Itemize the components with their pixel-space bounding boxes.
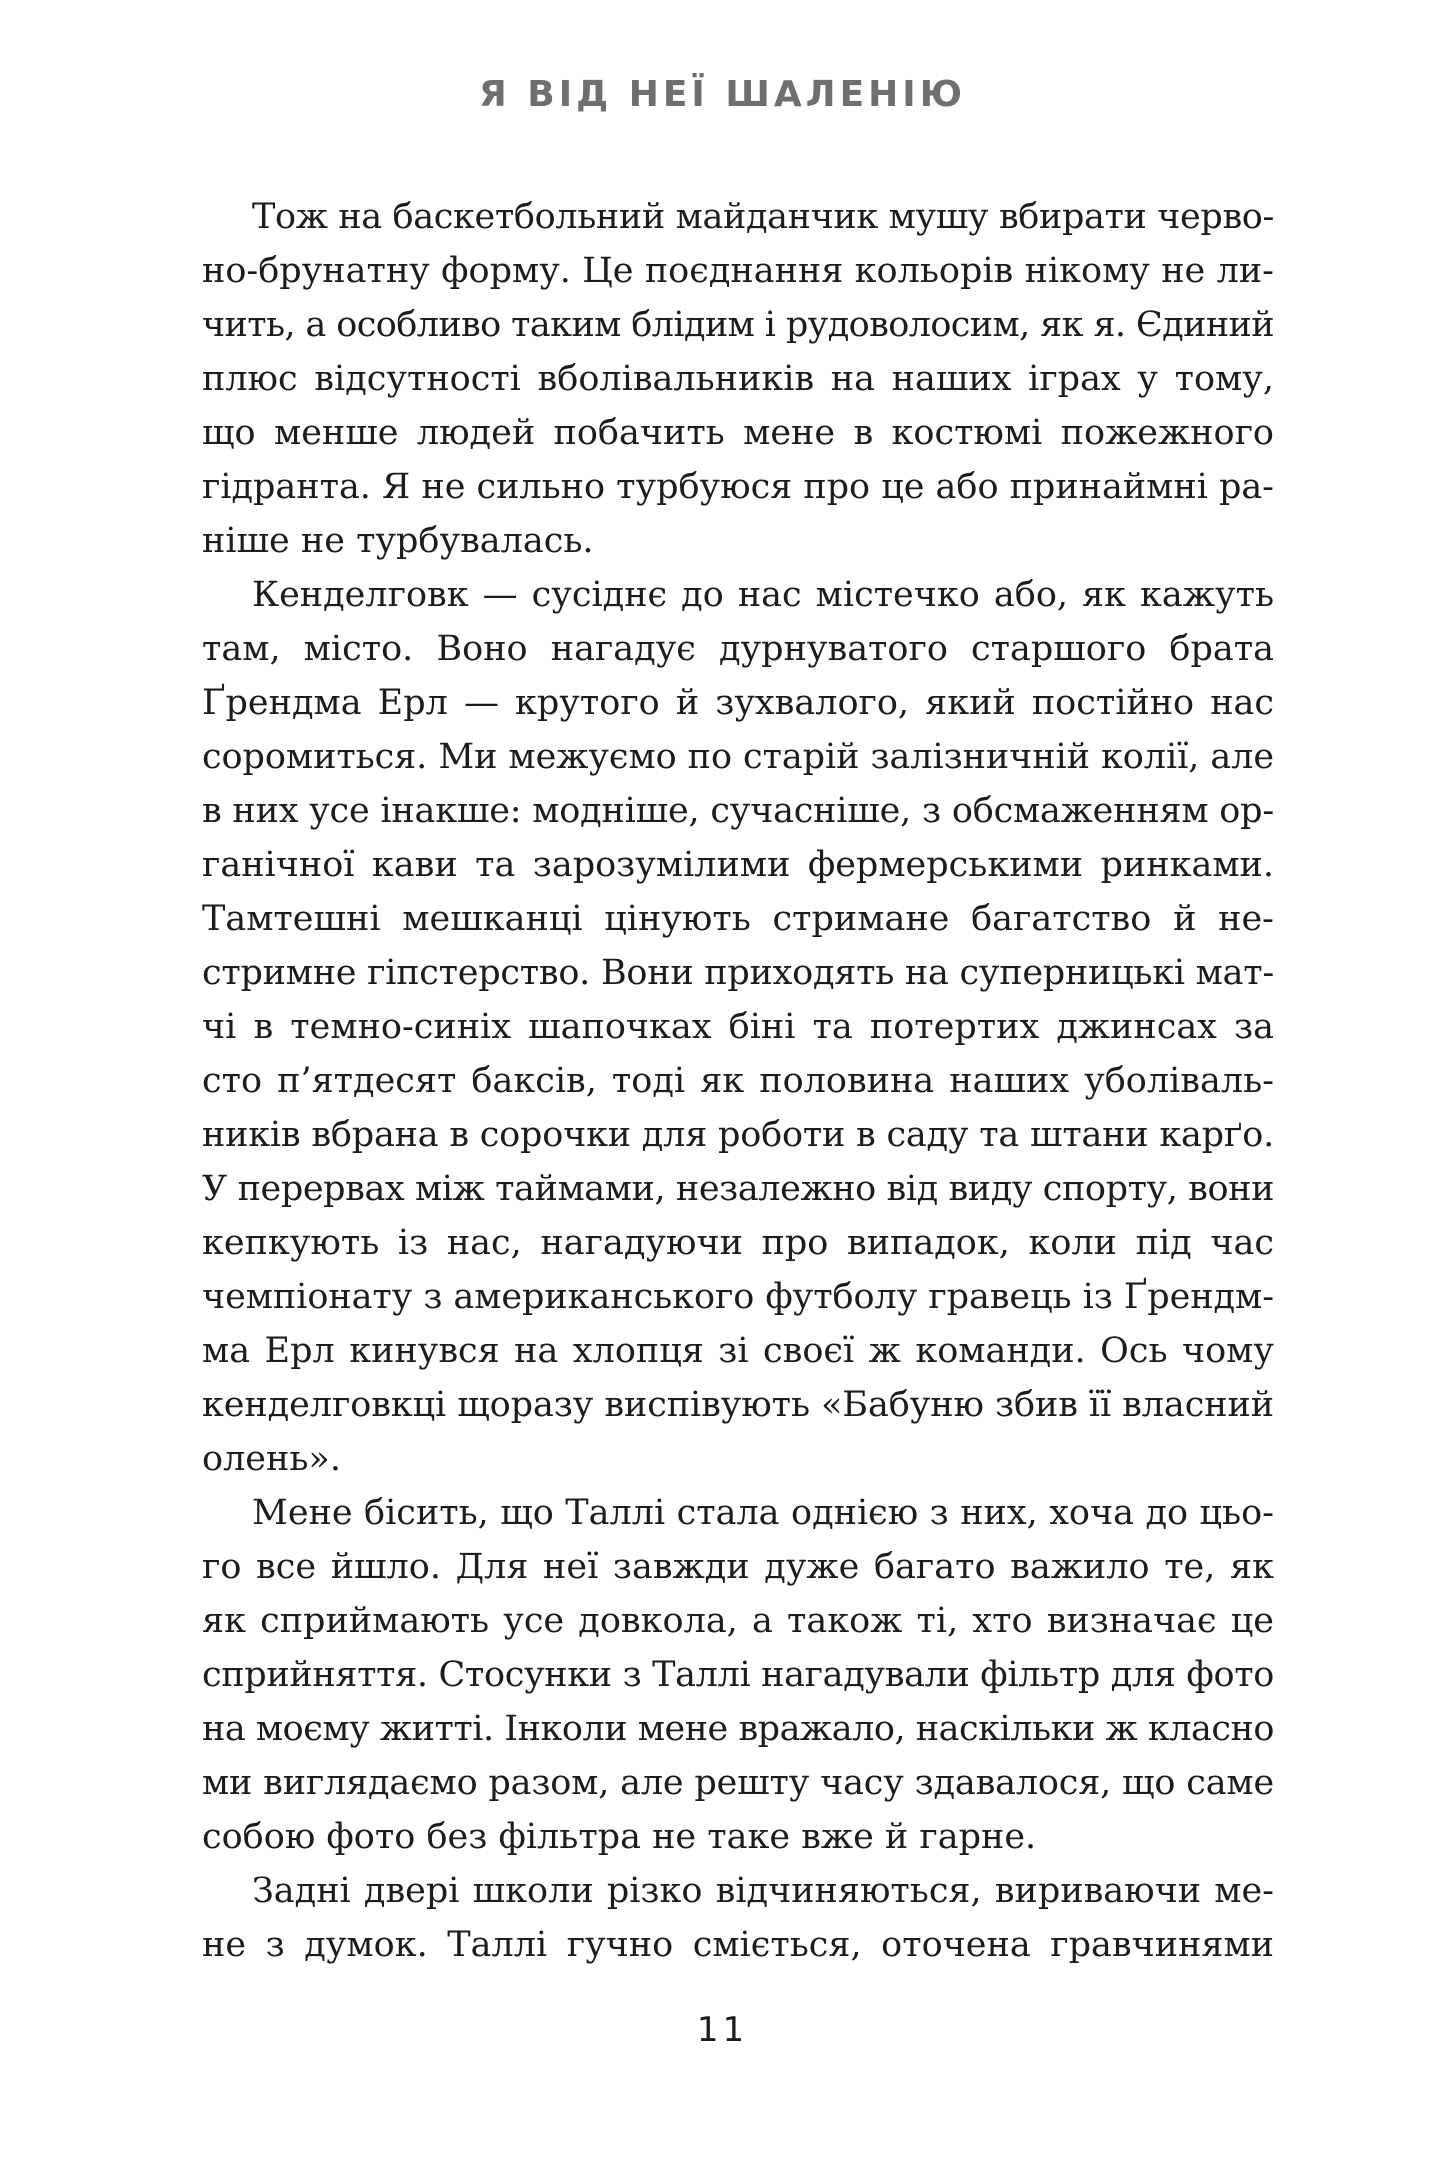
text-line: но-брунатну форму. Це поєднання кольорів нікому не ли- xyxy=(202,251,1274,291)
paragraph-4 xyxy=(202,1864,1274,1972)
paragraph-3 xyxy=(202,1486,1274,1864)
text-line: Тамтешні мешканці цінують стримане багатство й не- xyxy=(202,899,1274,939)
text-line: стримне гіпстерство. Вони приходять на суперницькі мат- xyxy=(202,953,1274,993)
text-line: ганічної кави та зарозумілими фермерськими ринками. xyxy=(202,845,1274,885)
text-line: чить, а особливо таким блідим і рудоволосим, як я. Єдиний xyxy=(202,305,1274,345)
text-line: Кенделговк — сусіднє до нас містечко або, як кажуть xyxy=(252,575,1274,615)
text-line: го все йшло. Для неї завжди дуже багато важило те, як xyxy=(202,1547,1274,1587)
body-text xyxy=(202,190,1274,1972)
text-line: Мене бісить, що Таллі стала однією з них, хоча до цьо- xyxy=(252,1493,1274,1533)
text-line: ма Ерл кинувся на хлопця зі своєї ж команди. Ось чому xyxy=(202,1331,1274,1371)
text-line: чі в темно-синіх шапочках біні та потертих джинсах за xyxy=(202,1007,1274,1047)
text-line: плюс відсутності вболівальників на наших іграх у тому, xyxy=(202,359,1274,399)
text-line: соромиться. Ми межуємо по старій залізничній колії, але xyxy=(202,737,1274,777)
text-line: гідранта. Я не сильно турбуюся про це або принаймні ра- xyxy=(202,467,1274,507)
text-line: чемпіонату з американського футболу гравець із Ґрендм- xyxy=(202,1277,1274,1317)
paragraph-1 xyxy=(202,190,1274,568)
text-line: ників вбрана в сорочки для роботи в саду та штани карґо. xyxy=(202,1115,1274,1155)
page-number: 11 xyxy=(696,2010,749,2050)
running-head: Я ВІД НЕЇ ШАЛЕНІЮ xyxy=(479,74,966,115)
text-line: сто п’ятдесят баксів, тоді як половина наших уболіваль- xyxy=(202,1061,1274,1101)
text-line: Задні двері школи різко відчиняються, вириваючи ме- xyxy=(252,1871,1274,1911)
text-line: на моєму житті. Інколи мене вражало, наскільки ж класно xyxy=(202,1709,1275,1749)
text-line: ми виглядаємо разом, але решту часу здавалося, що саме xyxy=(202,1763,1275,1803)
text-line: кепкують із нас, нагадуючи про випадок, коли під час xyxy=(202,1223,1274,1263)
text-line: в них усе інакше: модніше, сучасніше, з обсмаженням ор- xyxy=(202,791,1274,831)
text-line: ніше не турбувалась. xyxy=(202,521,594,561)
text-line: як сприймають усе довкола, а також ті, хто визначає це xyxy=(202,1601,1274,1641)
text-line: кенделговкці щоразу виспівують «Бабуню збив її власний xyxy=(202,1385,1274,1425)
text-line: що менше людей побачить мене в костюмі пожежного xyxy=(202,413,1274,453)
text-line: Ґрендма Ерл — крутого й зухвалого, який постійно нас xyxy=(202,683,1274,723)
paragraph-2 xyxy=(202,568,1274,1486)
text-line: олень». xyxy=(202,1439,341,1479)
text-line: У перервах між таймами, незалежно від виду спорту, вони xyxy=(202,1169,1274,1209)
text-line: Тож на баскетбольний майданчик мушу вбирати черво- xyxy=(252,197,1274,237)
text-line: там, місто. Воно нагадує дурнуватого старшого брата xyxy=(202,629,1274,669)
text-line: не з думок. Таллі гучно сміється, оточена гравчинями xyxy=(202,1925,1274,1965)
text-line: сприйняття. Стосунки з Таллі нагадували фільтр для фото xyxy=(202,1655,1274,1695)
text-line: собою фото без фільтра не таке вже й гарне. xyxy=(202,1817,1037,1857)
